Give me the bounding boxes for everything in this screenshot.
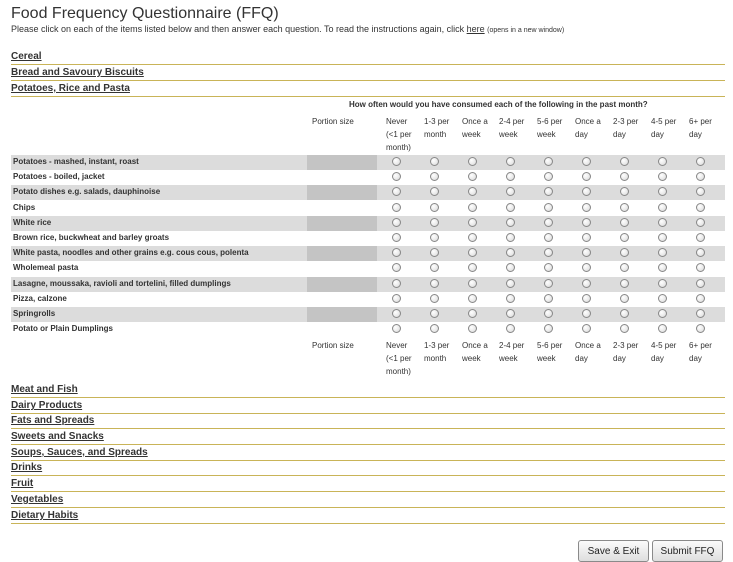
- frequency-header-line: day: [613, 130, 626, 139]
- frequency-radio[interactable]: [582, 263, 591, 272]
- frequency-radio[interactable]: [620, 157, 629, 166]
- frequency-header-line: (<1 per: [386, 130, 412, 139]
- intro-instructions: Please click on each of the items listed below and then answer each question. To read the instructions again, click: [11, 24, 465, 34]
- frequency-header-line: 5-6 per: [537, 117, 563, 126]
- frequency-header-bottom: [613, 339, 651, 365]
- frequency-radio[interactable]: [468, 172, 477, 181]
- portion-size-cell[interactable]: [307, 307, 377, 322]
- frequency-radio[interactable]: [544, 218, 553, 227]
- frequency-radio[interactable]: [506, 279, 515, 288]
- frequency-radio[interactable]: [620, 309, 629, 318]
- frequency-radio[interactable]: [506, 218, 515, 227]
- frequency-radio[interactable]: [582, 157, 591, 166]
- frequency-radio[interactable]: [544, 233, 553, 242]
- food-item-row: [11, 277, 725, 292]
- frequency-radio[interactable]: [620, 172, 629, 181]
- frequency-radio[interactable]: [506, 233, 515, 242]
- section-meat-and-fish: [11, 383, 725, 398]
- portion-size-cell[interactable]: [307, 185, 377, 200]
- frequency-header-line: 1-3 per: [424, 341, 450, 350]
- food-item-row: [11, 201, 725, 216]
- frequency-radio[interactable]: [620, 187, 629, 196]
- portion-size-cell[interactable]: [307, 261, 377, 276]
- frequency-radio[interactable]: [468, 157, 477, 166]
- frequency-header-line: day: [689, 130, 702, 139]
- frequency-header-bottom: [537, 339, 575, 365]
- food-item-row: [11, 292, 725, 307]
- frequency-radio[interactable]: [392, 309, 401, 318]
- frequency-radio[interactable]: [658, 248, 667, 257]
- frequency-radio[interactable]: [430, 233, 439, 242]
- section-link-drinks[interactable]: Drinks: [11, 462, 43, 473]
- portion-size-cell[interactable]: [307, 201, 377, 216]
- frequency-radio[interactable]: [468, 218, 477, 227]
- frequency-header-line: week: [462, 130, 481, 139]
- portion-size-cell[interactable]: [307, 170, 377, 185]
- frequency-radio[interactable]: [696, 172, 705, 181]
- frequency-header-bottom: [575, 339, 613, 365]
- frequency-radio[interactable]: [392, 218, 401, 227]
- frequency-radio[interactable]: [430, 309, 439, 318]
- frequency-radio[interactable]: [658, 309, 667, 318]
- food-item-row: [11, 261, 725, 276]
- frequency-header-line: Once a: [575, 341, 601, 350]
- frequency-radio[interactable]: [392, 324, 401, 333]
- frequency-header-line: day: [575, 354, 588, 363]
- frequency-radio[interactable]: [392, 263, 401, 272]
- frequency-radio[interactable]: [506, 324, 515, 333]
- section-fruit: [11, 477, 725, 492]
- frequency-radio[interactable]: [582, 279, 591, 288]
- food-item-row: [11, 170, 725, 185]
- frequency-header-top: [424, 115, 462, 141]
- frequency-radio[interactable]: [544, 324, 553, 333]
- section-link-dairy-products[interactable]: Dairy Products: [11, 400, 83, 411]
- frequency-radio[interactable]: [544, 157, 553, 166]
- frequency-header-top: [575, 115, 613, 141]
- frequency-radio[interactable]: [658, 157, 667, 166]
- frequency-radio[interactable]: [620, 263, 629, 272]
- food-item-row: [11, 307, 725, 322]
- frequency-radio[interactable]: [430, 218, 439, 227]
- frequency-header-top: [499, 115, 537, 141]
- section-dietary-habits: [11, 509, 725, 524]
- section-link-soups-sauces-and-spreads[interactable]: Soups, Sauces, and Spreads: [11, 447, 148, 458]
- food-item-label: Lasagne, moussaka, ravioli and tortelini, filled dumplings: [13, 279, 231, 288]
- frequency-radio[interactable]: [544, 248, 553, 257]
- frequency-radio[interactable]: [392, 279, 401, 288]
- section-drinks: [11, 461, 725, 476]
- frequency-header-top: [613, 115, 651, 141]
- frequency-radio[interactable]: [392, 172, 401, 181]
- frequency-header-line: day: [575, 130, 588, 139]
- frequency-radio[interactable]: [468, 294, 477, 303]
- frequency-radio[interactable]: [658, 279, 667, 288]
- frequency-header-line: month): [386, 367, 411, 376]
- frequency-header-line: 2-4 per: [499, 117, 525, 126]
- frequency-radio[interactable]: [392, 233, 401, 242]
- frequency-radio[interactable]: [620, 324, 629, 333]
- frequency-radio[interactable]: [620, 233, 629, 242]
- frequency-radio[interactable]: [506, 187, 515, 196]
- frequency-header-line: 2-3 per: [613, 117, 639, 126]
- frequency-radio[interactable]: [468, 233, 477, 242]
- frequency-radio[interactable]: [544, 187, 553, 196]
- frequency-radio[interactable]: [582, 309, 591, 318]
- frequency-radio[interactable]: [582, 233, 591, 242]
- frequency-radio[interactable]: [392, 248, 401, 257]
- frequency-radio[interactable]: [430, 263, 439, 272]
- frequency-header-bottom: [499, 339, 537, 365]
- food-item-label: Wholemeal pasta: [13, 263, 79, 272]
- frequency-radio[interactable]: [392, 187, 401, 196]
- frequency-radio[interactable]: [582, 324, 591, 333]
- frequency-radio[interactable]: [696, 157, 705, 166]
- frequency-radio[interactable]: [468, 309, 477, 318]
- section-link-bread-and-savoury-biscuits[interactable]: Bread and Savoury Biscuits: [11, 67, 144, 78]
- frequency-radio[interactable]: [582, 218, 591, 227]
- frequency-header-line: 6+ per: [689, 341, 712, 350]
- frequency-header-top: [689, 115, 727, 141]
- section-potatoes-rice-and-pasta: [11, 82, 725, 97]
- frequency-header-line: (<1 per: [386, 354, 412, 363]
- frequency-radio[interactable]: [658, 263, 667, 272]
- frequency-radio[interactable]: [658, 187, 667, 196]
- frequency-radio[interactable]: [696, 294, 705, 303]
- section-cereal: [11, 50, 725, 65]
- food-item-label: Chips: [13, 203, 36, 212]
- frequency-radio[interactable]: [544, 294, 553, 303]
- frequency-radio[interactable]: [658, 294, 667, 303]
- frequency-header-bottom: [462, 339, 500, 365]
- frequency-header-line: day: [651, 354, 664, 363]
- food-item-label: Brown rice, buckwheat and barley groats: [13, 233, 170, 242]
- section-link-sweets-and-snacks[interactable]: Sweets and Snacks: [11, 431, 104, 442]
- food-item-label: Pizza, calzone: [13, 294, 67, 303]
- frequency-radio[interactable]: [696, 248, 705, 257]
- frequency-radio[interactable]: [506, 309, 515, 318]
- frequency-header-line: week: [537, 130, 556, 139]
- frequency-radio[interactable]: [696, 279, 705, 288]
- frequency-radio[interactable]: [696, 203, 705, 212]
- frequency-header-line: Never: [386, 117, 408, 126]
- frequency-radio[interactable]: [696, 187, 705, 196]
- frequency-header-top: [537, 115, 575, 141]
- frequency-radio[interactable]: [620, 248, 629, 257]
- frequency-radio[interactable]: [468, 279, 477, 288]
- food-item-row: [11, 231, 725, 246]
- frequency-header-line: month): [386, 143, 411, 152]
- food-item-label: Potatoes - mashed, instant, roast: [13, 157, 139, 166]
- frequency-header-line: day: [651, 130, 664, 139]
- frequency-radio[interactable]: [658, 324, 667, 333]
- frequency-radio[interactable]: [582, 203, 591, 212]
- frequency-radio[interactable]: [658, 218, 667, 227]
- frequency-radio[interactable]: [468, 248, 477, 257]
- frequency-radio[interactable]: [582, 172, 591, 181]
- section-link-fats-and-spreads[interactable]: Fats and Spreads: [11, 415, 95, 426]
- section-vegetables: [11, 493, 725, 508]
- food-item-label: Potatoes - boiled, jacket: [13, 172, 105, 181]
- food-item-label: White pasta, noodles and other grains e.g. cous cous, polenta: [13, 248, 249, 257]
- frequency-radio[interactable]: [506, 157, 515, 166]
- frequency-radio[interactable]: [544, 309, 553, 318]
- frequency-header-top: [462, 115, 500, 141]
- frequency-header-line: 4-5 per: [651, 117, 677, 126]
- frequency-radio[interactable]: [392, 203, 401, 212]
- frequency-radio[interactable]: [430, 294, 439, 303]
- food-item-row: [11, 246, 725, 261]
- frequency-radio[interactable]: [430, 324, 439, 333]
- frequency-radio[interactable]: [696, 309, 705, 318]
- frequency-header-bottom: [386, 339, 424, 378]
- portion-size-header-top: Portion size: [312, 117, 354, 126]
- frequency-radio[interactable]: [506, 294, 515, 303]
- portion-size-cell[interactable]: [307, 231, 377, 246]
- frequency-radio[interactable]: [506, 248, 515, 257]
- frequency-header-line: Once a: [462, 117, 488, 126]
- page-title: Food Frequency Questionnaire (FFQ): [11, 5, 279, 22]
- portion-size-cell[interactable]: [307, 292, 377, 307]
- frequency-radio[interactable]: [544, 203, 553, 212]
- frequency-radio[interactable]: [696, 324, 705, 333]
- frequency-header-line: 6+ per: [689, 117, 712, 126]
- section-link-dietary-habits[interactable]: Dietary Habits: [11, 510, 79, 521]
- frequency-header-line: week: [499, 130, 518, 139]
- frequency-radio[interactable]: [544, 263, 553, 272]
- frequency-radio[interactable]: [658, 172, 667, 181]
- frequency-header-line: week: [537, 354, 556, 363]
- save-exit-button[interactable]: Save & Exit: [578, 540, 649, 562]
- frequency-radio[interactable]: [506, 203, 515, 212]
- frequency-header-line: month: [424, 130, 447, 139]
- frequency-radio[interactable]: [430, 187, 439, 196]
- food-item-label: Potato or Plain Dumplings: [13, 324, 114, 333]
- new-window-note: (opens in a new window): [487, 27, 565, 34]
- food-item-row: [11, 216, 725, 231]
- section-link-fruit[interactable]: Fruit: [11, 478, 34, 489]
- frequency-radio[interactable]: [582, 294, 591, 303]
- frequency-radio[interactable]: [506, 263, 515, 272]
- frequency-header-line: day: [689, 354, 702, 363]
- frequency-radio[interactable]: [582, 248, 591, 257]
- frequency-radio[interactable]: [582, 187, 591, 196]
- frequency-radio[interactable]: [468, 324, 477, 333]
- portion-size-cell[interactable]: [307, 277, 377, 292]
- frequency-radio[interactable]: [468, 203, 477, 212]
- frequency-radio[interactable]: [468, 263, 477, 272]
- frequency-radio[interactable]: [430, 157, 439, 166]
- frequency-radio[interactable]: [620, 279, 629, 288]
- section-dairy-products: [11, 399, 725, 414]
- frequency-radio[interactable]: [544, 279, 553, 288]
- frequency-radio[interactable]: [658, 203, 667, 212]
- section-sweets-and-snacks: [11, 430, 725, 445]
- portion-size-cell[interactable]: [307, 322, 377, 337]
- frequency-header-line: 4-5 per: [651, 341, 677, 350]
- intro-text: [11, 24, 564, 34]
- frequency-header-top: [386, 115, 424, 154]
- food-item-row: [11, 322, 725, 337]
- submit-ffq-button[interactable]: Submit FFQ: [652, 540, 723, 562]
- frequency-radio[interactable]: [620, 218, 629, 227]
- frequency-radio[interactable]: [392, 157, 401, 166]
- section-link-vegetables[interactable]: Vegetables: [11, 494, 64, 505]
- frequency-radio[interactable]: [696, 233, 705, 242]
- frequency-radio[interactable]: [392, 294, 401, 303]
- frequency-header-line: Never: [386, 341, 408, 350]
- section-link-meat-and-fish[interactable]: Meat and Fish: [11, 384, 78, 395]
- section-bread-and-savoury-biscuits: [11, 66, 725, 81]
- food-item-row: [11, 155, 725, 170]
- portion-size-header-bottom: Portion size: [312, 341, 354, 350]
- frequency-header-line: day: [613, 354, 626, 363]
- frequency-header-line: 1-3 per: [424, 117, 450, 126]
- frequency-header-bottom: [651, 339, 689, 365]
- frequency-header-line: week: [462, 354, 481, 363]
- frequency-header-top: [651, 115, 689, 141]
- frequency-header-line: 2-3 per: [613, 341, 639, 350]
- frequency-header-line: 5-6 per: [537, 341, 563, 350]
- food-item-label: Springrolls: [13, 309, 56, 318]
- frequency-radio[interactable]: [544, 172, 553, 181]
- frequency-question: How often would you have consumed each of the following in the past month?: [349, 100, 648, 109]
- section-soups-sauces-and-spreads: [11, 446, 725, 461]
- frequency-radio[interactable]: [620, 294, 629, 303]
- frequency-header-line: week: [499, 354, 518, 363]
- frequency-header-bottom: [424, 339, 462, 365]
- section-link-potatoes-rice-and-pasta[interactable]: Potatoes, Rice and Pasta: [11, 83, 130, 94]
- portion-size-cell[interactable]: [307, 216, 377, 231]
- section-fats-and-spreads: [11, 414, 725, 429]
- frequency-header-line: 2-4 per: [499, 341, 525, 350]
- frequency-header-line: month: [424, 354, 447, 363]
- frequency-radio[interactable]: [430, 279, 439, 288]
- instructions-link[interactable]: here: [466, 24, 485, 34]
- food-item-label: Potato dishes e.g. salads, dauphinoise: [13, 187, 161, 196]
- frequency-radio[interactable]: [506, 172, 515, 181]
- frequency-radio[interactable]: [430, 203, 439, 212]
- frequency-radio[interactable]: [658, 233, 667, 242]
- food-item-row: [11, 185, 725, 200]
- food-item-label: White rice: [13, 218, 52, 227]
- frequency-radio[interactable]: [430, 172, 439, 181]
- frequency-radio[interactable]: [430, 248, 439, 257]
- section-link-cereal[interactable]: Cereal: [11, 51, 42, 62]
- portion-size-cell[interactable]: [307, 155, 377, 170]
- frequency-radio[interactable]: [468, 187, 477, 196]
- frequency-header-bottom: [689, 339, 727, 365]
- frequency-header-line: Once a: [575, 117, 601, 126]
- frequency-header-line: Once a: [462, 341, 488, 350]
- frequency-radio[interactable]: [696, 263, 705, 272]
- frequency-radio[interactable]: [696, 218, 705, 227]
- portion-size-cell[interactable]: [307, 246, 377, 261]
- frequency-radio[interactable]: [620, 203, 629, 212]
